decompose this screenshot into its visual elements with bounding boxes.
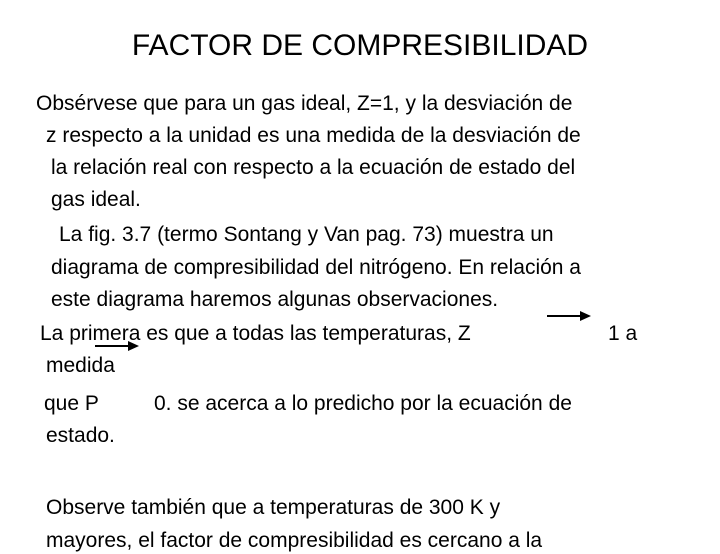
paragraph-line-8a: La primera es que a todas las temperaturas, Z: [40, 322, 471, 345]
right-arrow-icon: [546, 310, 592, 322]
slide-title: FACTOR DE COMPRESIBILIDAD: [131, 29, 589, 62]
paragraph-line-2: z respecto a la unidad es una medida de la desviación de: [46, 124, 581, 147]
paragraph-line-13: mayores, el factor de compresibilidad es cercano a la: [46, 529, 543, 552]
paragraph-line-9: medida: [46, 354, 115, 377]
right-arrow-icon: [94, 340, 140, 352]
paragraph-line-6: diagrama de compresibilidad del nitrógeno. En relación a: [51, 256, 581, 279]
paragraph-line-7: este diagrama haremos algunas observaciones.: [51, 288, 499, 311]
paragraph-line-12: Observe también que a temperaturas de 300 K y: [46, 496, 501, 519]
paragraph-line-3: la relación real con respecto a la ecuación de estado del: [51, 156, 576, 179]
paragraph-line-8b: 1 a: [608, 322, 638, 345]
paragraph-line-11: estado.: [46, 424, 115, 447]
paragraph-line-4: gas ideal.: [51, 188, 141, 211]
paragraph-line-10b: 0. se acerca a lo predicho por la ecuación de: [154, 392, 572, 415]
paragraph-line-10a: que P: [44, 392, 99, 415]
paragraph-line-1: Obsérvese que para un gas ideal, Z=1, y la desviación de: [36, 92, 573, 115]
paragraph-line-5: La fig. 3.7 (termo Sontang y Van pag. 73) muestra un: [59, 223, 554, 246]
